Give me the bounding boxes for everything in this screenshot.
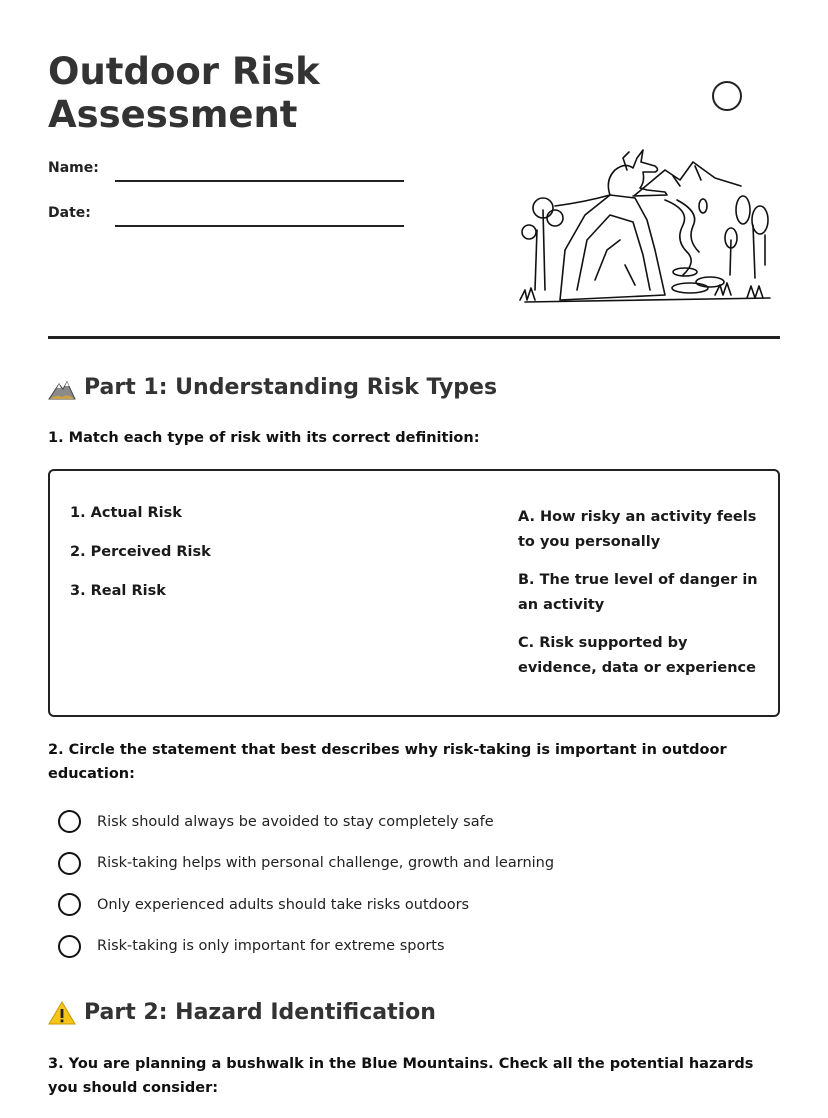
option-item[interactable] <box>58 843 554 885</box>
definition-item: C. Risk supported by evidence, data or experience <box>518 635 756 676</box>
kangaroo-landscape-illustration <box>515 140 775 308</box>
radio-circle[interactable] <box>58 935 81 958</box>
date-label: Date: <box>48 205 91 221</box>
name-label: Name: <box>48 160 99 176</box>
title-line-1: Outdoor Risk <box>48 50 320 93</box>
matching-box <box>48 469 780 717</box>
part1-heading-text: Part 1: Understanding Risk Types <box>84 375 498 400</box>
definition-item: A. How risky an activity feels to you personally <box>518 509 757 550</box>
page-title <box>48 50 320 136</box>
question-2: 2. Circle the statement that best describes why risk-taking is important in outdoor education: <box>48 742 727 782</box>
part2-heading-text: Part 2: Hazard Identification <box>84 1000 436 1025</box>
option-item[interactable] <box>58 926 554 968</box>
option-label: Risk should always be avoided to stay completely safe <box>97 813 494 830</box>
definitions-list <box>518 505 768 694</box>
mountain-icon <box>48 376 76 400</box>
terms-list <box>70 505 211 622</box>
part2-heading <box>48 1000 436 1025</box>
definition-item: B. The true level of danger in an activity <box>518 572 758 613</box>
term-item: 2. Perceived Risk <box>70 544 211 560</box>
corner-circle <box>712 81 742 111</box>
term-item: 3. Real Risk <box>70 583 166 599</box>
term-item: 1. Actual Risk <box>70 505 182 521</box>
radio-circle[interactable] <box>58 852 81 875</box>
header-divider <box>48 336 780 339</box>
option-item[interactable] <box>58 884 554 926</box>
q2-options <box>58 801 554 967</box>
radio-circle[interactable] <box>58 893 81 916</box>
date-input-line[interactable] <box>115 225 404 227</box>
option-label: Risk-taking helps with personal challenge, growth and learning <box>97 855 555 872</box>
option-item[interactable] <box>58 801 554 843</box>
radio-circle[interactable] <box>58 810 81 833</box>
warning-icon <box>48 1001 76 1025</box>
option-label: Only experienced adults should take risks outdoors <box>97 896 470 913</box>
title-line-2: Assessment <box>48 93 298 136</box>
question-1: 1. Match each type of risk with its correct definition: <box>48 430 480 446</box>
part1-heading <box>48 375 497 400</box>
question-3: 3. You are planning a bushwalk in the Blue Mountains. Check all the potential hazards you should consider: <box>48 1056 754 1096</box>
option-label: Risk-taking is only important for extreme sports <box>97 938 445 955</box>
name-input-line[interactable] <box>115 180 404 182</box>
